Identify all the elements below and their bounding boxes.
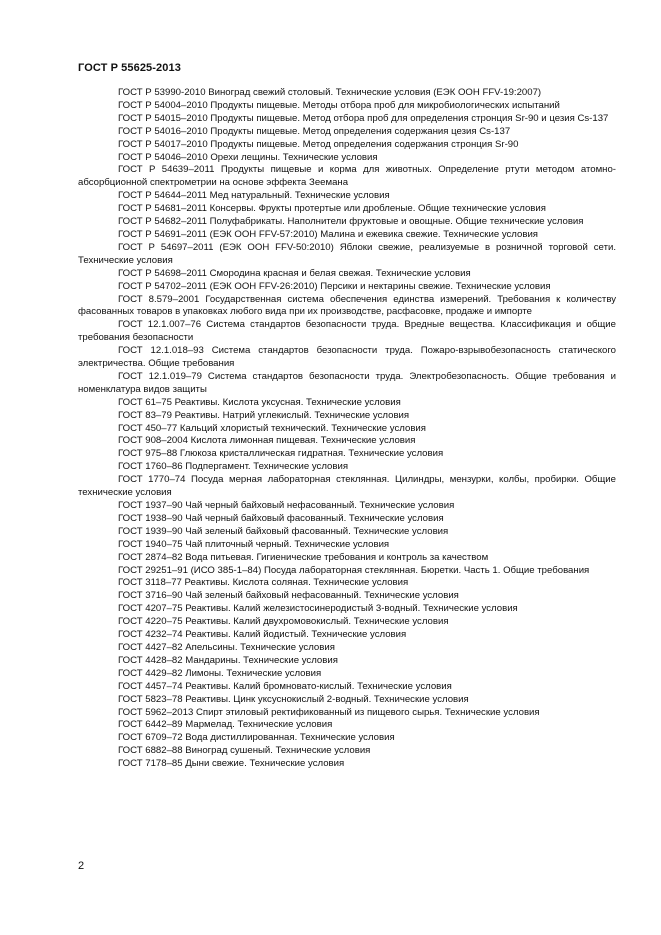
reference-entry: ГОСТ 975–88 Глюкоза кристаллическая гидратная. Технические условия	[118, 448, 444, 460]
reference-entry: ГОСТ 12.1.019–79 Система стандартов безопасности труда. Электробезопасность. Общие требования и номенклатура видов защиты	[78, 370, 616, 395]
reference-entry: ГОСТ 8.579–2001 Государственная система обеспечения единства измерений. Требования к количеству фасованных товаров в упаковках любого вида при их производстве, расфасовке, продаже и импорте	[78, 293, 616, 318]
reference-entry: ГОСТ 12.1.018–93 Система стандартов безопасности труда. Пожаро-взрывобезопасность статического электричества. Общие требования	[78, 345, 616, 370]
reference-entry: ГОСТ 4207–75 Реактивы. Калий железистосинеродистый 3-водный. Технические условия	[118, 603, 518, 615]
reference-entry: ГОСТ 61–75 Реактивы. Кислота уксусная. Технические условия	[118, 396, 401, 408]
reference-entry: ГОСТ 4429–82 Лимоны. Технические условия	[118, 667, 322, 679]
reference-entry: ГОСТ Р 54015–2010 Продукты пищевые. Метод отбора проб для определения стронция Sr-90 и цезия Cs-137	[118, 112, 609, 124]
reference-entry: ГОСТ 4232–74 Реактивы. Калий йодистый. Технические условия	[118, 629, 407, 641]
reference-entry: ГОСТ 1939–90 Чай зеленый байховый фасованный. Технические условия	[118, 525, 449, 537]
reference-entry: ГОСТ Р 54697–2011 (ЕЭК ООН FFV-50:2010) Яблоки свежие, реализуемые в розничной торговой сети. Технические условия	[78, 241, 616, 266]
reference-entry: ГОСТ 4220–75 Реактивы. Калий двухромовокислый. Технические условия	[118, 616, 449, 628]
reference-entry: ГОСТ 450–77 Кальций хлористый технический. Технические условия	[118, 422, 426, 434]
reference-entry: ГОСТ 3118–77 Реактивы. Кислота соляная. Технические условия	[118, 577, 409, 589]
reference-entry: ГОСТ 3716–90 Чай зеленый байховый нефасованный. Технические условия	[118, 590, 459, 602]
reference-entry: ГОСТ Р 54046–2010 Орехи лещины. Технические условия	[118, 151, 378, 163]
reference-entry: ГОСТ 4457–74 Реактивы. Калий бромновато-кислый. Технические условия	[118, 680, 452, 692]
reference-entry: ГОСТ 1760–86 Подпергамент. Технические условия	[118, 461, 349, 473]
reference-entry: ГОСТ 2874–82 Вода питьевая. Гигиенические требования и контроль за качеством	[118, 551, 489, 563]
reference-entry: ГОСТ Р 54644–2011 Мед натуральный. Технические условия	[118, 190, 390, 202]
reference-entry: ГОСТ Р 54682–2011 Полуфабрикаты. Наполнители фруктовые и овощные. Общие технические условия	[118, 216, 584, 228]
reference-entry: ГОСТ Р 54698–2011 Смородина красная и белая свежая. Технические условия	[118, 267, 471, 279]
reference-entry: ГОСТ Р 54016–2010 Продукты пищевые. Метод определения содержания цезия Cs-137	[118, 125, 511, 137]
reference-entry: ГОСТ 1940–75 Чай плиточный черный. Технические условия	[118, 538, 390, 550]
reference-entry: ГОСТ Р 54691–2011 (ЕЭК ООН FFV-57:2010) Малина и ежевика свежие. Технические условия	[118, 228, 538, 240]
reference-entry: ГОСТ 12.1.007–76 Система стандартов безопасности труда. Вредные вещества. Классификация и общие требования безопасности	[78, 319, 616, 344]
reference-entry: ГОСТ 1770–74 Посуда мерная лабораторная стеклянная. Цилиндры, мензурки, колбы, пробирки. Общие технические условия	[78, 474, 616, 499]
page-number: 2	[78, 860, 85, 872]
reference-entry: ГОСТ Р 54681–2011 Консервы. Фрукты протертые или дробленые. Общие технические условия	[118, 203, 546, 215]
reference-entry: ГОСТ 6882–88 Виноград сушеный. Технические условия	[118, 745, 371, 757]
reference-entry: ГОСТ 4427–82 Апельсины. Технические условия	[118, 641, 335, 653]
reference-entry: ГОСТ 5823–78 Реактивы. Цинк уксуснокислый 2-водный. Технические условия	[118, 693, 469, 705]
reference-entry: ГОСТ 1938–90 Чай черный байховый фасованный. Технические условия	[118, 512, 444, 524]
references-list	[78, 87, 616, 771]
reference-entry: ГОСТ Р 54639–2011 Продукты пищевые и корма для животных. Определение ртути методом атомно-абсорбционной спектрометрии на основе эффекта Зеемана	[78, 164, 616, 189]
document-header: ГОСТ Р 55625-2013	[78, 62, 181, 74]
reference-entry: ГОСТ 1937–90 Чай черный байховый нефасованный. Технические условия	[118, 500, 455, 511]
reference-entry: ГОСТ 908–2004 Кислота лимонная пищевая. Технические условия	[118, 435, 416, 447]
reference-entry: ГОСТ 5962–2013 Спирт этиловый ректификованный из пищевого сырья. Технические условия	[118, 706, 540, 718]
reference-entry: ГОСТ Р 54017–2010 Продукты пищевые. Метод определения содержания стронция Sr-90	[118, 138, 519, 150]
reference-entry: ГОСТ Р 53990-2010 Виноград свежий столовый. Технические условия (ЕЭК ООН FFV-19:2007)	[118, 87, 542, 98]
reference-entry: ГОСТ 4428–82 Мандарины. Технические условия	[118, 654, 338, 666]
reference-entry: ГОСТ Р 54004–2010 Продукты пищевые. Методы отбора проб для микробиологических испытаний	[118, 99, 560, 111]
reference-entry: ГОСТ Р 54702–2011 (ЕЭК ООН FFV-26:2010) Персики и нектарины свежие. Технические условия	[118, 280, 551, 292]
reference-entry: ГОСТ 6442–89 Мармелад. Технические условия	[118, 719, 333, 731]
reference-entry: ГОСТ 7178–85 Дыни свежие. Технические условия	[118, 758, 345, 770]
reference-entry: ГОСТ 29251–91 (ИСО 385-1–84) Посуда лабораторная стеклянная. Бюретки. Часть 1. Общие требования	[118, 564, 590, 576]
reference-entry: ГОСТ 83–79 Реактивы. Натрий углекислый. Технические условия	[118, 409, 410, 421]
reference-entry: ГОСТ 6709–72 Вода дистиллированная. Технические условия	[118, 732, 395, 744]
